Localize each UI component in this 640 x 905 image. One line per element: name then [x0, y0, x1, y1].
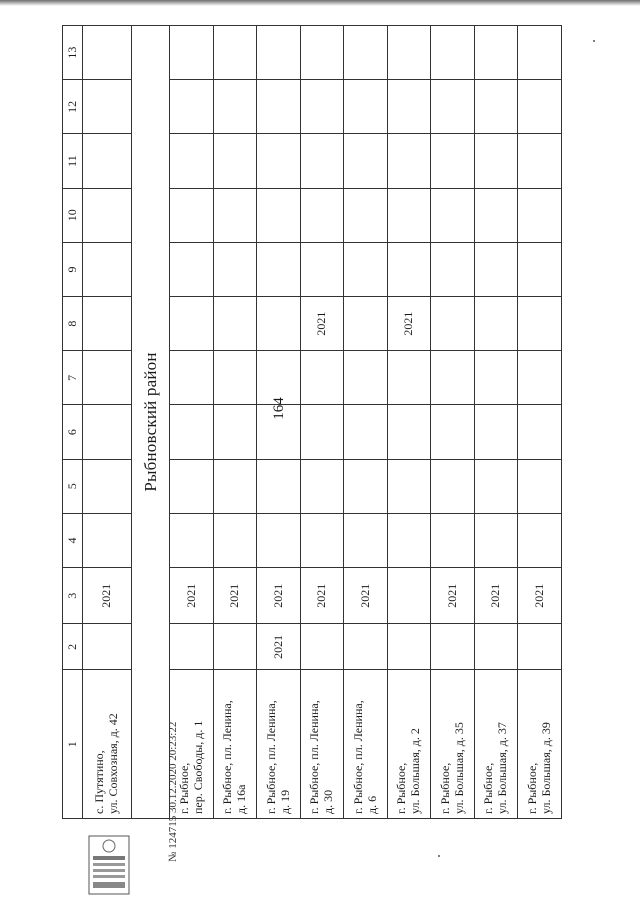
cell-col-8 [431, 297, 475, 351]
col-header-6: 6 [63, 405, 83, 459]
col-header-7: 7 [63, 351, 83, 405]
cell-col-10 [83, 188, 132, 242]
cell-col-5 [83, 459, 132, 513]
cell-col-2: 2021 [257, 624, 301, 670]
cell-col-13 [431, 26, 475, 80]
scan-speck [438, 855, 440, 857]
table-row [431, 26, 475, 819]
address-cell: г. Рыбное, пл. Ленина, д. 19 [257, 670, 301, 819]
cell-col-7 [518, 351, 562, 405]
address-cell: г. Рыбное, пер. Свободы, д. 1 [170, 670, 214, 819]
cell-col-6 [518, 405, 562, 459]
cell-col-3: 2021 [300, 568, 344, 624]
col-header-13: 13 [63, 26, 83, 80]
cell-col-10 [387, 188, 431, 242]
col-header-5: 5 [63, 459, 83, 513]
cell-col-3: 2021 [213, 568, 257, 624]
col-header-4: 4 [63, 513, 83, 567]
col-header-1: 1 [63, 670, 83, 819]
cell-col-7 [170, 351, 214, 405]
cell-col-10 [431, 188, 475, 242]
cell-col-5 [474, 459, 518, 513]
cell-col-5 [431, 459, 475, 513]
cell-col-12 [83, 80, 132, 134]
col-header-2: 2 [63, 624, 83, 670]
cell-col-8 [518, 297, 562, 351]
cell-col-5 [300, 459, 344, 513]
cell-col-3: 2021 [170, 568, 214, 624]
table-row [518, 26, 562, 819]
cell-col-2 [387, 624, 431, 670]
cell-col-12 [300, 80, 344, 134]
cell-col-8 [213, 297, 257, 351]
cell-col-3: 2021 [474, 568, 518, 624]
cell-col-11 [213, 134, 257, 188]
signature-prefix: № [167, 851, 179, 862]
cell-col-9 [170, 242, 214, 296]
cell-col-5 [344, 459, 388, 513]
cell-col-10 [300, 188, 344, 242]
cell-col-11 [518, 134, 562, 188]
table-row [387, 26, 431, 819]
signature-emblem-icon [83, 832, 135, 898]
address-cell: г. Рыбное, ул. Большая, д. 2 [387, 670, 431, 819]
signature-stamp-text [167, 722, 179, 862]
cell-col-12 [257, 80, 301, 134]
cell-col-8 [257, 297, 301, 351]
cell-col-6 [83, 405, 132, 459]
cell-col-4 [257, 513, 301, 567]
header-row [63, 26, 83, 819]
cell-col-13 [518, 26, 562, 80]
cell-col-9 [83, 242, 132, 296]
rotated-table-sheet [62, 25, 562, 819]
table-row [170, 26, 214, 819]
cell-col-11 [431, 134, 475, 188]
cell-col-11 [300, 134, 344, 188]
cell-col-10 [170, 188, 214, 242]
scan-speck [593, 40, 595, 42]
cell-col-13 [300, 26, 344, 80]
cell-col-9 [300, 242, 344, 296]
cell-col-10 [518, 188, 562, 242]
cell-col-8 [170, 297, 214, 351]
cell-col-11 [344, 134, 388, 188]
cell-col-7 [344, 351, 388, 405]
cell-col-5 [387, 459, 431, 513]
table-row [83, 26, 132, 819]
table-row [474, 26, 518, 819]
region-row [131, 26, 169, 819]
cell-col-2 [431, 624, 475, 670]
cell-col-9 [213, 242, 257, 296]
cell-col-11 [83, 134, 132, 188]
cell-col-6 [387, 405, 431, 459]
address-cell: г. Рыбное, ул. Большая, д. 35 [431, 670, 475, 819]
cell-col-10 [257, 188, 301, 242]
cell-col-4 [431, 513, 475, 567]
cell-col-2 [213, 624, 257, 670]
cell-col-4 [83, 513, 132, 567]
table-row [344, 26, 388, 819]
signature-number: 124715 [167, 815, 179, 849]
col-header-12: 12 [63, 80, 83, 134]
cell-col-2 [83, 624, 132, 670]
cell-col-5 [213, 459, 257, 513]
cell-col-5 [170, 459, 214, 513]
cell-col-6 [257, 405, 301, 459]
cell-col-7 [257, 351, 301, 405]
col-header-9: 9 [63, 242, 83, 296]
cell-col-12 [387, 80, 431, 134]
cell-col-8 [474, 297, 518, 351]
cell-col-3: 2021 [431, 568, 475, 624]
scan-top-edge [0, 0, 640, 6]
cell-col-12 [431, 80, 475, 134]
cell-col-4 [213, 513, 257, 567]
address-cell: г. Рыбное, пл. Ленина, д. 16а [213, 670, 257, 819]
cell-col-4 [170, 513, 214, 567]
cell-col-3: 2021 [518, 568, 562, 624]
cell-col-3 [387, 568, 431, 624]
repair-schedule-table [62, 25, 562, 819]
address-cell: г. Рыбное, ул. Большая, д. 37 [474, 670, 518, 819]
cell-col-11 [387, 134, 431, 188]
cell-col-11 [257, 134, 301, 188]
cell-col-4 [474, 513, 518, 567]
cell-col-11 [474, 134, 518, 188]
table-row [300, 26, 344, 819]
address-cell: г. Рыбное, ул. Большая, д. 39 [518, 670, 562, 819]
cell-col-13 [344, 26, 388, 80]
cell-col-2 [170, 624, 214, 670]
cell-col-8: 2021 [300, 297, 344, 351]
cell-col-2 [300, 624, 344, 670]
col-header-8: 8 [63, 297, 83, 351]
cell-col-8 [344, 297, 388, 351]
cell-col-12 [170, 80, 214, 134]
cell-col-12 [474, 80, 518, 134]
table-container [62, 25, 562, 819]
region-heading: Рыбновский район [131, 26, 169, 819]
cell-col-3: 2021 [83, 568, 132, 624]
cell-col-13 [213, 26, 257, 80]
cell-col-3: 2021 [257, 568, 301, 624]
col-header-3: 3 [63, 568, 83, 624]
address-cell: г. Рыбное, пл. Ленина, д. 30 [300, 670, 344, 819]
cell-col-9 [518, 242, 562, 296]
address-cell: г. Рыбное, пл. Ленина, д. 6 [344, 670, 388, 819]
cell-col-7 [387, 351, 431, 405]
cell-col-9 [474, 242, 518, 296]
cell-col-7 [300, 351, 344, 405]
cell-col-6 [300, 405, 344, 459]
cell-col-11 [170, 134, 214, 188]
cell-col-13 [474, 26, 518, 80]
cell-col-10 [474, 188, 518, 242]
cell-col-6 [344, 405, 388, 459]
cell-col-2 [474, 624, 518, 670]
cell-col-12 [213, 80, 257, 134]
cell-col-9 [387, 242, 431, 296]
cell-col-7 [474, 351, 518, 405]
cell-col-4 [344, 513, 388, 567]
cell-col-13 [83, 26, 132, 80]
cell-col-4 [518, 513, 562, 567]
col-header-10: 10 [63, 188, 83, 242]
cell-col-5 [518, 459, 562, 513]
cell-col-9 [344, 242, 388, 296]
cell-col-4 [387, 513, 431, 567]
cell-col-3: 2021 [344, 568, 388, 624]
cell-col-6 [431, 405, 475, 459]
cell-col-8: 2021 [387, 297, 431, 351]
table-body [83, 26, 562, 819]
cell-col-9 [431, 242, 475, 296]
cell-col-6 [474, 405, 518, 459]
table-row [213, 26, 257, 819]
cell-col-7 [213, 351, 257, 405]
cell-col-13 [257, 26, 301, 80]
cell-col-12 [518, 80, 562, 134]
cell-col-13 [170, 26, 214, 80]
cell-col-9 [257, 242, 301, 296]
table-row [257, 26, 301, 819]
cell-col-7 [83, 351, 132, 405]
address-cell: с. Путятино, ул. Совхозная, д. 42 [83, 670, 132, 819]
cell-col-5 [257, 459, 301, 513]
signature-datetime: 30.12.2020 20:23:22 [167, 721, 179, 813]
cell-col-6 [213, 405, 257, 459]
cell-col-10 [344, 188, 388, 242]
cell-col-2 [518, 624, 562, 670]
cell-col-7 [431, 351, 475, 405]
cell-col-10 [213, 188, 257, 242]
cell-col-8 [83, 297, 132, 351]
cell-col-4 [300, 513, 344, 567]
cell-col-13 [387, 26, 431, 80]
col-header-11: 11 [63, 134, 83, 188]
cell-col-6 [170, 405, 214, 459]
electronic-signature-stamp [83, 832, 135, 898]
cell-col-2 [344, 624, 388, 670]
page-number: 164 [270, 397, 287, 420]
cell-col-12 [344, 80, 388, 134]
